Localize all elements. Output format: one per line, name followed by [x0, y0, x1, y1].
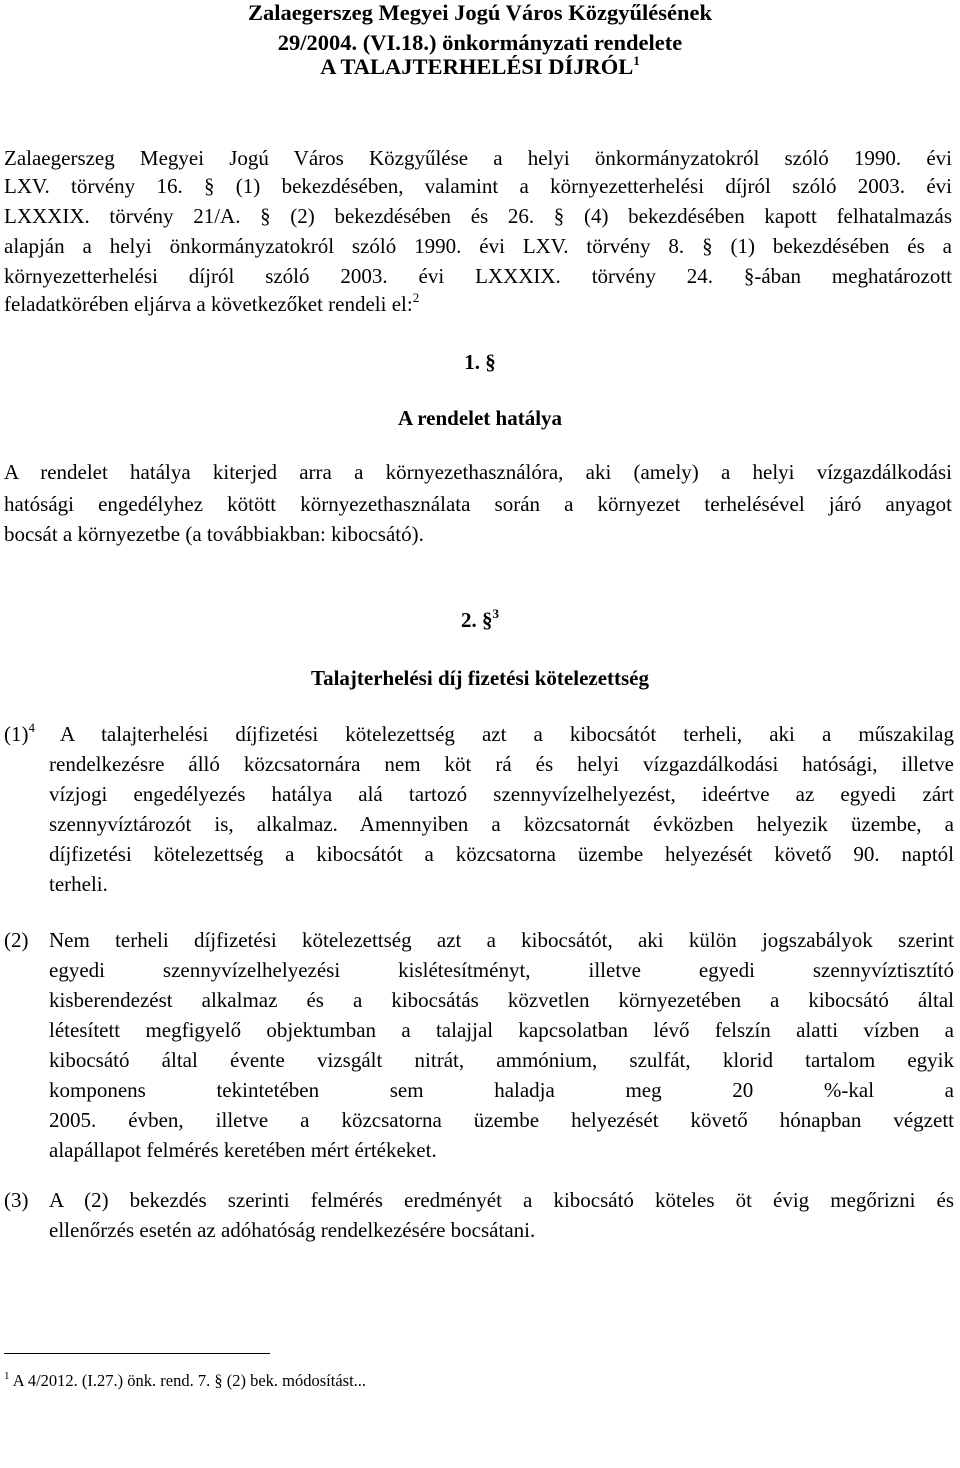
- section-1-line: hatósági engedélyhez kötött környezethasználata során a környezet terhelésével járó anyagot: [4, 492, 952, 516]
- footnote-ref-2: 2: [412, 290, 420, 305]
- section-1-heading: A rendelet hatálya: [397, 406, 563, 430]
- paragraph-2-line: kibocsátó által évente vizsgált nitrát, ammónium, szulfát, klorid tartalom egyik: [49, 1048, 954, 1072]
- section-1-line: A rendelet hatálya kiterjed arra a környezethasználóra, aki (amely) a helyi vízgazdálkodási: [4, 460, 952, 484]
- paragraph-2-line: kisberendezést alkalmaz és a kibocsátás közvetlen környezetében a kibocsátó által: [49, 988, 954, 1012]
- footnote-divider: [4, 1353, 270, 1354]
- preamble-line: környezetterhelési díjról szóló 2003. évi LXXXIX. törvény 24. §-ában meghatározott: [4, 264, 952, 288]
- section-1-number: 1. §: [464, 350, 496, 374]
- section-1-last-line: bocsát a környezetbe (a továbbiakban: kibocsátó).: [4, 522, 424, 546]
- paragraph-2-last-line: alapállapot felmérés keretében mért értékeket.: [49, 1138, 437, 1162]
- paragraph-2-line: létesített megfigyelő objektumban a talajjal kapcsolatban lévő felszín alatti vízben a: [49, 1018, 954, 1042]
- title-line-2: 29/2004. (VI.18.) önkormányzati rendelete: [277, 30, 683, 55]
- preamble-line: LXXXIX. törvény 21/A. § (2) bekezdésében és 26. § (4) bekezdésében kapott felhatalmazás: [4, 204, 952, 228]
- preamble-line: Zalaegerszeg Megyei Jogú Város Közgyűlése a helyi önkormányzatokról szóló 1990. évi: [4, 146, 952, 170]
- paragraph-1-label: $(1)^4$: [4, 720, 35, 746]
- paragraph-1-line: rendelkezésre álló közcsatornára nem köt rá és helyi vízgazdálkodási hatósági, illetve: [49, 752, 954, 776]
- footnote-ref-3: 3: [492, 606, 499, 621]
- paragraph-2-line: Nem terheli díjfizetési kötelezettség azt a kibocsátót, aki külön jogszabályok szerint: [49, 928, 954, 952]
- paragraph-2-line: egyedi szennyvízelhelyezési kislétesítményt, illetve egyedi szennyvíztisztító: [49, 958, 954, 982]
- title-line-1: Zalaegerszeg Megyei Jogú Város Közgyűlésének: [247, 0, 713, 25]
- paragraph-2-label: (2): [4, 928, 29, 952]
- footnote-ref-1: 1: [633, 53, 640, 68]
- section-2-heading: Talajterhelési díj fizetési kötelezettség: [310, 666, 650, 690]
- paragraph-1-last-line: terheli.: [49, 872, 108, 896]
- paragraph-3-label: (3): [4, 1188, 29, 1212]
- title-line-3: A TALAJTERHELÉSI DÍJRÓL$^1$: [320, 53, 640, 79]
- preamble-line: LXV. törvény 16. § (1) bekezdésében, valamint a környezetterhelési díjról szóló 2003. évi: [4, 174, 952, 198]
- paragraph-1-line: díjfizetési kötelezettség a kibocsátót a közcsatorna üzembe helyezését követő 90. naptól: [49, 842, 954, 866]
- paragraph-1-line: szennyvíztározót is, alkalmaz. Amennyiben a közcsatornát évközben helyezik üzembe, a: [49, 812, 954, 836]
- paragraph-2-line: komponens tekintetében sem haladja meg 20 %-kal a: [49, 1078, 954, 1102]
- paragraph-1-line: A talajterhelési díjfizetési kötelezettség azt a kibocsátót terheli, aki a műszakilag: [60, 722, 954, 746]
- paragraph-3-last-line: ellenőrzés esetén az adóhatóság rendelkezésére bocsátani.: [49, 1218, 536, 1242]
- preamble-last-line: feladatkörében eljárva a következőket rendeli el:$^2$: [4, 290, 420, 316]
- footnote-ref-4: 4: [28, 720, 35, 735]
- paragraph-3-line: A (2) bekezdés szerinti felmérés eredményét a kibocsátó köteles öt évig megőrizni és: [49, 1188, 954, 1212]
- footnote-1: $^1$ A 4/2012. (I.27.) önk. rend. 7. § (2) bek. módosítást...: [4, 1370, 367, 1390]
- paragraph-2-line: 2005. évben, illetve a közcsatorna üzembe helyezését követő hónapban végzett: [49, 1108, 954, 1132]
- section-2-number: 2. §$^3$: [461, 606, 499, 632]
- paragraph-1-line: vízjogi engedélyezés hatálya alá tartozó szennyvízelhelyezést, ideértve az egyedi zárt: [49, 782, 954, 806]
- preamble-line: alapján a helyi önkormányzatokról szóló 1990. évi LXV. törvény 8. § (1) bekezdésében és a: [4, 234, 952, 258]
